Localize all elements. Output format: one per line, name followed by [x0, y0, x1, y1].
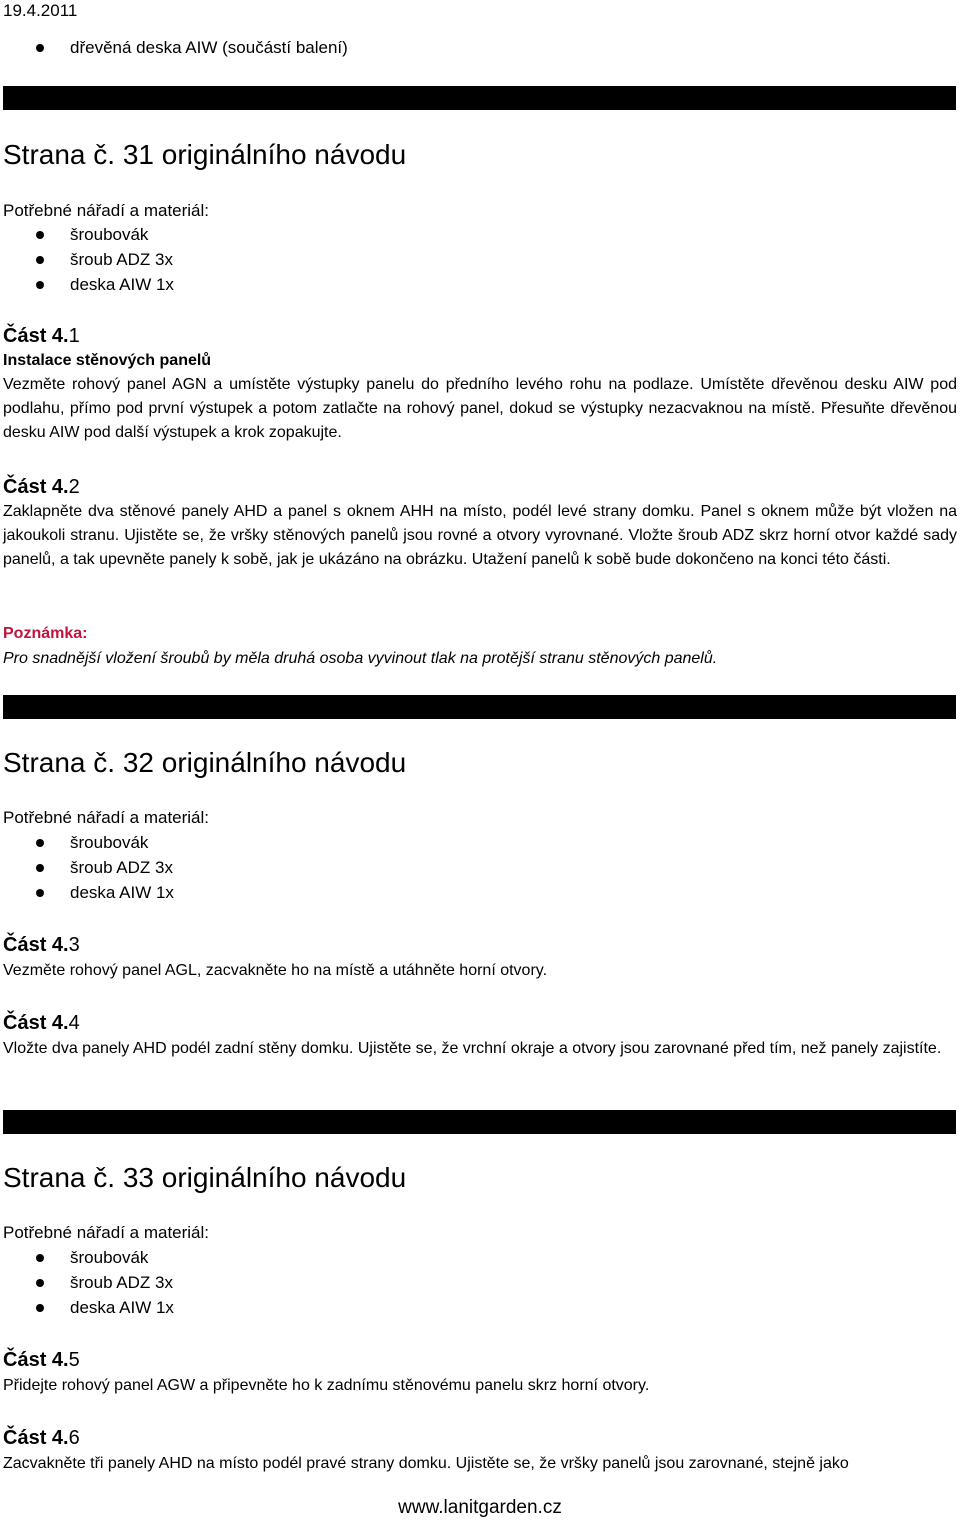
part-heading: [3, 1010, 80, 1036]
part-number: 6: [68, 1427, 80, 1449]
section-title: Strana č. 32 originálního návodu: [3, 747, 407, 778]
bullet-icon: [36, 1304, 44, 1312]
list-item-text: deska AIW 1x: [70, 1298, 174, 1317]
list-item: [36, 856, 173, 880]
section-divider: [3, 1110, 956, 1134]
part-label: Část 4.: [3, 1427, 69, 1449]
part-text: Vložte dva panely AHD podél zadní stěny domku. Ujistěte se, že vrchní okraje a otvory jsou zarovnané před tím, než panely zajistíte.: [3, 1040, 942, 1057]
bullet-icon: [36, 231, 44, 239]
note-label: Poznámka:: [3, 625, 88, 642]
bullet-icon: [36, 44, 44, 52]
part-subtitle: Instalace stěnových panelů: [3, 352, 212, 369]
list-item: [36, 1296, 174, 1320]
note-text: Pro snadnější vložení šroubů by měla druhá osoba vyvinout tlak na protější stranu stěnových panelů.: [3, 650, 718, 667]
tools-label: Potřebné nářadí a materiál:: [3, 1223, 210, 1242]
part-heading: [3, 474, 80, 500]
part-label: Část 4.: [3, 476, 69, 498]
part-label: Část 4.: [3, 1349, 69, 1371]
part-label: Část 4.: [3, 325, 69, 347]
bullet-icon: [36, 1279, 44, 1287]
list-item-text: šroub ADZ 3x: [70, 1273, 173, 1292]
part-label: Část 4.: [3, 934, 69, 956]
part-heading: [3, 1347, 80, 1373]
list-item: [36, 273, 174, 297]
section-divider: [3, 695, 956, 719]
part-heading: [3, 932, 80, 958]
footer-url[interactable]: www.lanitgarden.cz: [398, 1497, 562, 1518]
tools-label: Potřebné nářadí a materiál:: [3, 201, 210, 220]
part-label: Část 4.: [3, 1012, 69, 1034]
bullet-icon: [36, 889, 44, 897]
list-item-text: šroub ADZ 3x: [70, 858, 173, 877]
part-heading: [3, 1425, 80, 1451]
part-number: 1: [68, 325, 80, 347]
part-text: Vezměte rohový panel AGN a umístěte výstupky panelu do předního levého rohu na podlaze. Umístěte dřevěnou desku AIW pod podlahu, přímo pod první výstupek a potom zatlačte na rohový panel, dokud se výstupky nezacvaknou na místě. Přesuňte dřevěnou desku AIW pod další výstupek a krok zopakujte.: [3, 376, 957, 442]
bullet-icon: [36, 839, 44, 847]
tools-label: Potřebné nářadí a materiál:: [3, 808, 210, 827]
part-text: Přidejte rohový panel AGW a připevněte ho k zadnímu stěnovému panelu skrz horní otvory.: [3, 1377, 650, 1394]
list-item: [36, 36, 348, 60]
list-item-text: deska AIW 1x: [70, 275, 174, 294]
list-item: [36, 248, 173, 272]
list-item-text: deska AIW 1x: [70, 883, 174, 902]
list-item-text: šroubovák: [70, 833, 149, 852]
list-item-text: šroubovák: [70, 1248, 149, 1267]
list-item: [36, 1246, 148, 1270]
part-text: Zaklapněte dva stěnové panely AHD a panel s oknem AHH na místo, podél levé strany domku. Panel s oknem může být vložen na jakoukoli stranu. Ujistěte se, že vršky stěnových panelů jsou rovné a otvory vyrovnané. Vložte šroub ADZ skrz horní otvor každé sady panelů, a tak upevněte panely k sobě, jak je ukázáno na obrázku. Utažení panelů k sobě bude dokončeno na konci této části.: [3, 503, 957, 569]
part-number: 5: [68, 1349, 80, 1371]
section-title: Strana č. 31 originálního návodu: [3, 139, 407, 170]
part-heading: [3, 323, 80, 349]
part-number: 2: [68, 476, 80, 498]
list-item-text: dřevěná deska AIW (součástí balení): [70, 38, 348, 57]
part-text: Zacvakněte tři panely AHD na místo podél pravé strany domku. Ujistěte se, že vršky panelů jsou zarovnané, stejně jako: [3, 1455, 849, 1472]
list-item: [36, 1271, 173, 1295]
bullet-icon: [36, 281, 44, 289]
list-item: [36, 831, 148, 855]
bullet-icon: [36, 864, 44, 872]
part-text: Vezměte rohový panel AGL, zacvakněte ho na místě a utáhněte horní otvory.: [3, 962, 548, 979]
part-number: 3: [68, 934, 80, 956]
bullet-icon: [36, 256, 44, 264]
part-number: 4: [68, 1012, 80, 1034]
list-item: [36, 881, 174, 905]
bullet-icon: [36, 1254, 44, 1262]
section-title: Strana č. 33 originálního návodu: [3, 1162, 407, 1193]
document-date: 19.4.2011: [3, 1, 78, 20]
section-divider: [3, 86, 956, 110]
list-item: [36, 223, 148, 247]
list-item-text: šroub ADZ 3x: [70, 250, 173, 269]
list-item-text: šroubovák: [70, 225, 149, 244]
